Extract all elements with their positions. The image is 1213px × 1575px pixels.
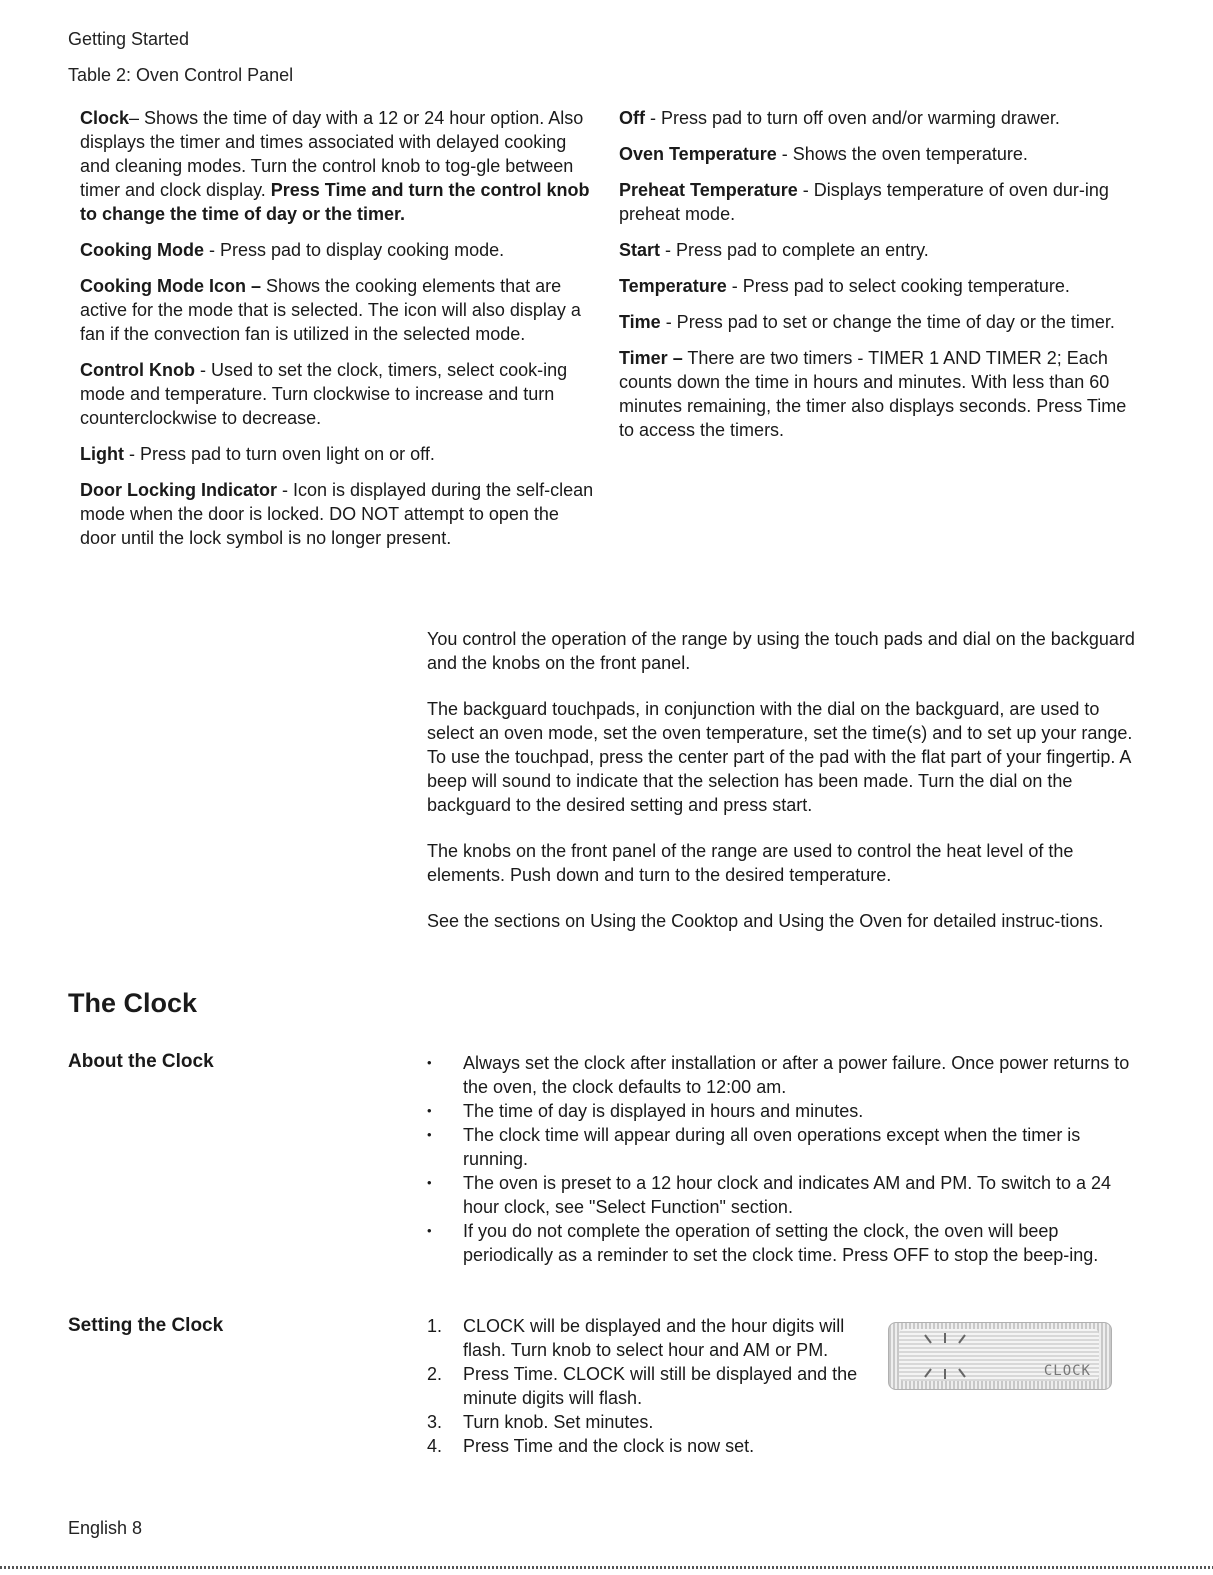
about-clock-heading: About the Clock	[68, 1051, 214, 1072]
step-item	[427, 1314, 867, 1362]
temperature-definition	[619, 274, 1129, 298]
timer-description: There are two timers - TIMER 1 AND TIMER 2; Each counts down the time in hours and minutes. With less than 60 minutes remaining, the timer also displays seconds. Press Time to access the timers.	[619, 348, 1127, 440]
list-item: • The time of day is displayed in hours and minutes.	[427, 1099, 1143, 1123]
setting-clock-steps	[427, 1314, 867, 1458]
section-header: Getting Started	[68, 29, 190, 49]
clock-section-title: The Clock	[68, 988, 198, 1018]
light-description: - Press pad to turn oven light on or off.	[123, 444, 435, 464]
control-panel-left-column	[80, 106, 595, 562]
cooking-mode-icon-description: Shows the cooking elements that are active for the mode that is selected. The icon will also display a fan if the convection fan is utilized in the selected mode.	[80, 276, 581, 344]
setting-clock-heading: Setting the Clock	[68, 1315, 224, 1336]
door-locking-description: - Icon is displayed during the self-clean mode when the door is locked. DO NOT attempt to open the door until the lock symbol is no longer present.	[80, 480, 594, 548]
list-item: • If you do not complete the operation of setting the clock, the oven will beep periodically as a reminder to set the clock time. Press OFF to stop the beep-ing.	[427, 1219, 1143, 1267]
preheat-temperature-description: - Displays temperature of oven dur-ing preheat mode.	[619, 180, 1109, 224]
term-preheat-temperature: Preheat Temperature	[619, 180, 798, 200]
footer-divider	[0, 1566, 1213, 1569]
term-light: Light	[80, 444, 124, 464]
start-definition	[619, 238, 1129, 262]
step-number: 1.	[427, 1316, 443, 1336]
step-text: CLOCK will be displayed and the hour digits will flash. Turn knob to select hour and AM or PM.	[463, 1316, 845, 1360]
about-clock-list	[427, 1051, 1143, 1267]
step-text: Press Time. CLOCK will still be displayed and the minute digits will flash.	[463, 1364, 858, 1408]
control-panel-right-column	[619, 106, 1129, 454]
intro-paragraph-4: See the sections on Using the Cooktop and Using the Oven for detailed instruc-tions.	[427, 911, 1104, 931]
preheat-temperature-definition	[619, 178, 1129, 226]
list-item: • The clock time will appear during all oven operations except when the timer is running.	[427, 1123, 1143, 1171]
clock-description: – Shows the time of day with a 12 or 24 hour option. Also displays the timer and times associated with delayed cooking and cleaning modes. Turn the control knob to tog-gle between timer and clock display.	[80, 108, 584, 200]
time-definition	[619, 310, 1129, 334]
term-temperature: Temperature	[619, 276, 727, 296]
off-definition	[619, 106, 1129, 130]
off-description: - Press pad to turn off oven and/or warming drawer.	[645, 108, 1060, 128]
term-door-locking-indicator: Door Locking Indicator	[80, 480, 278, 500]
list-item: • The oven is preset to a 12 hour clock and indicates AM and PM. To switch to a 24 hour clock, see "Select Function" section.	[427, 1171, 1143, 1219]
term-cooking-mode: Cooking Mode	[80, 240, 204, 260]
door-locking-definition	[80, 478, 595, 550]
step-text: Turn knob. Set minutes.	[463, 1412, 654, 1432]
cooking-mode-description: - Press pad to display cooking mode.	[204, 240, 505, 260]
clock-display-image	[888, 1322, 1112, 1390]
step-item	[427, 1362, 867, 1410]
display-label: CLOCK	[1043, 1363, 1091, 1379]
control-knob-definition	[80, 358, 595, 430]
term-time: Time	[619, 312, 661, 332]
temperature-description: - Press pad to select cooking temperature.	[726, 276, 1070, 296]
cooking-mode-icon-definition	[80, 274, 595, 346]
clock-definition	[80, 106, 595, 226]
term-timer: Timer –	[619, 348, 683, 368]
term-off: Off	[619, 108, 645, 128]
table-caption: Table 2: Oven Control Panel	[68, 65, 294, 85]
term-cooking-mode-icon: Cooking Mode Icon –	[80, 276, 262, 296]
start-description: - Press pad to complete an entry.	[660, 240, 929, 260]
control-knob-description: - Used to set the clock, timers, select cook-ing mode and temperature. Turn clockwise to increase and turn counterclockwise to decrease.	[80, 360, 568, 428]
clock-instruction: Press Time and turn the control knob to change the time of day or the timer.	[80, 180, 590, 224]
page-footer: English 8	[68, 1518, 143, 1538]
intro-paragraph-2: The backguard touchpads, in conjunction with the dial on the backguard, are used to select an oven mode, set the oven temperature, set the time(s) and to set up your range. To use the touchpad, press the center part of the pad with the flat part of your fingertip. A beep will sound to indicate that the selection has been made. Turn the dial on the backguard to the desired setting and press start.	[427, 699, 1133, 815]
step-number: 4.	[427, 1436, 443, 1456]
step-item	[427, 1434, 867, 1458]
cooking-mode-definition	[80, 238, 595, 262]
step-number: 2.	[427, 1364, 443, 1384]
step-number: 3.	[427, 1412, 443, 1432]
light-definition	[80, 442, 595, 466]
step-text: Press Time and the clock is now set.	[463, 1436, 755, 1456]
step-item	[427, 1410, 867, 1434]
timer-definition	[619, 346, 1129, 442]
flash-indicator-icon	[911, 1331, 981, 1381]
time-description: - Press pad to set or change the time of day or the timer.	[660, 312, 1115, 332]
term-clock: Clock	[80, 108, 130, 128]
term-oven-temperature: Oven Temperature	[619, 144, 777, 164]
oven-temperature-definition	[619, 142, 1129, 166]
intro-paragraph-3: The knobs on the front panel of the range are used to control the heat level of the elements. Push down and turn to the desired temperature.	[427, 841, 1074, 885]
intro-section	[427, 627, 1143, 955]
term-control-knob: Control Knob	[80, 360, 195, 380]
intro-paragraph-1: You control the operation of the range by using the touch pads and dial on the backguard and the knobs on the front panel.	[427, 629, 1135, 673]
term-start: Start	[619, 240, 661, 260]
list-item: • Always set the clock after installation or after a power failure. Once power returns to the oven, the clock defaults to 12:00 am.	[427, 1051, 1143, 1099]
oven-temperature-description: - Shows the oven temperature.	[776, 144, 1028, 164]
